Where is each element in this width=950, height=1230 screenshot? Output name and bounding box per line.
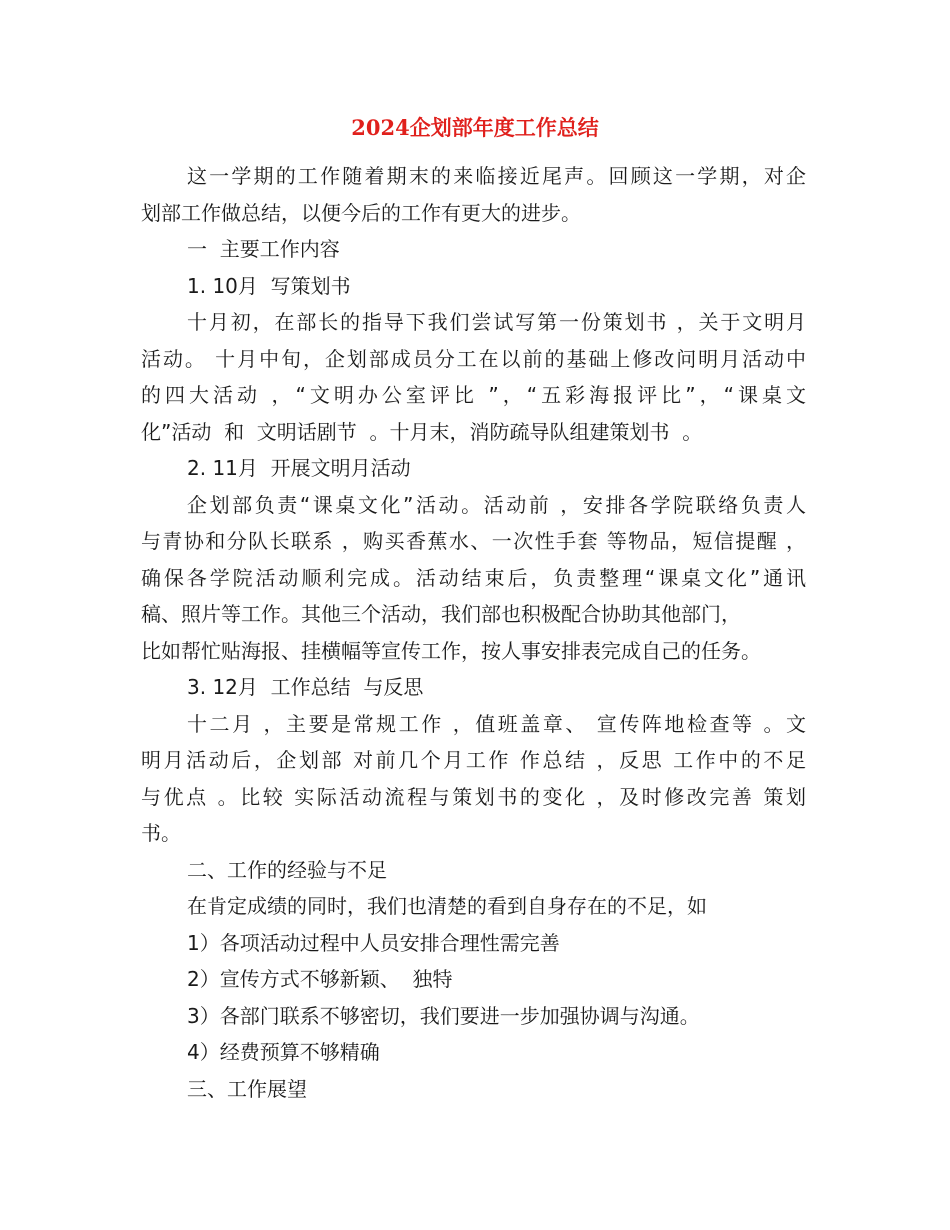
text-line: 划部工作做总结，以便今后的工作有更大的进步。 bbox=[141, 200, 581, 225]
text-line: 3）各部门联系不够密切，我们要进一步加强协调与沟通。 bbox=[187, 1003, 700, 1028]
text-line: 化”活动 和 文明话剧节 。十月末，消防疏导队组建策划书 。 bbox=[141, 419, 703, 444]
text-line: 确保各学院活动顺利完成。活动结束后，负责整理“课桌文化”通讯 bbox=[141, 565, 806, 590]
text-line: 十月初，在部长的指导下我们尝试写第一份策划书 ，关于文明月 bbox=[187, 310, 806, 334]
text-line: 3. 12月 工作总结 与反思 bbox=[187, 675, 424, 699]
text-line: 一 主要工作内容 bbox=[187, 237, 340, 261]
text-line: 三、工作展望 bbox=[187, 1076, 307, 1101]
text-line: 十二月 ，主要是常规工作 ，值班盖章、 宣传阵地检查等 。文 bbox=[187, 711, 806, 736]
text-line: 书。 bbox=[141, 821, 181, 845]
text-line: 比如帮忙贴海报、挂横幅等宣传工作，按人事安排表完成自己的任务。 bbox=[141, 638, 761, 663]
text-line: 与优点 。比较 实际活动流程与策划书的变化 ，及时修改完善 策划 bbox=[141, 784, 806, 809]
text-line: 二、工作的经验与不足 bbox=[187, 857, 387, 882]
text-line: 这一学期的工作随着期末的来临接近尾声。回顾这一学期，对企 bbox=[187, 164, 806, 188]
text-line: 的四大活动 ，“文明办公室评比 ”，“五彩海报评比”，“课桌文 bbox=[141, 383, 806, 407]
text-line: 2）宣传方式不够新颖、 独特 bbox=[187, 967, 453, 991]
text-line: 企划部负责“课桌文化”活动。活动前 ，安排各学院联络负责人 bbox=[187, 492, 806, 517]
text-line: 1）各项活动过程中人员安排合理性需完善 bbox=[187, 930, 560, 955]
text-line: 在肯定成绩的同时，我们也清楚的看到自身存在的不足，如 bbox=[187, 894, 707, 918]
text-line: 明月活动后，企划部 对前几个月工作 作总结 ，反思 工作中的不足 bbox=[141, 748, 806, 772]
text-line: 活动。 十月中旬，企划部成员分工在以前的基础上修改问明月活动中 bbox=[141, 346, 806, 371]
text-line: 与青协和分队长联系 ，购买香蕉水、一次性手套 等物品，短信提醒 ， bbox=[141, 529, 806, 553]
text-line: 2. 11月 开展文明月活动 bbox=[187, 456, 411, 480]
text-line: 4）经费预算不够精确 bbox=[187, 1040, 380, 1064]
text-line: 1. 10月 写策划书 bbox=[187, 273, 351, 298]
text-line: 稿、照片等工作。其他三个活动，我们部也积极配合协助其他部门， bbox=[141, 602, 741, 626]
document-body bbox=[141, 158, 806, 1107]
document-title: 2024企划部年度工作总结 bbox=[351, 115, 599, 140]
